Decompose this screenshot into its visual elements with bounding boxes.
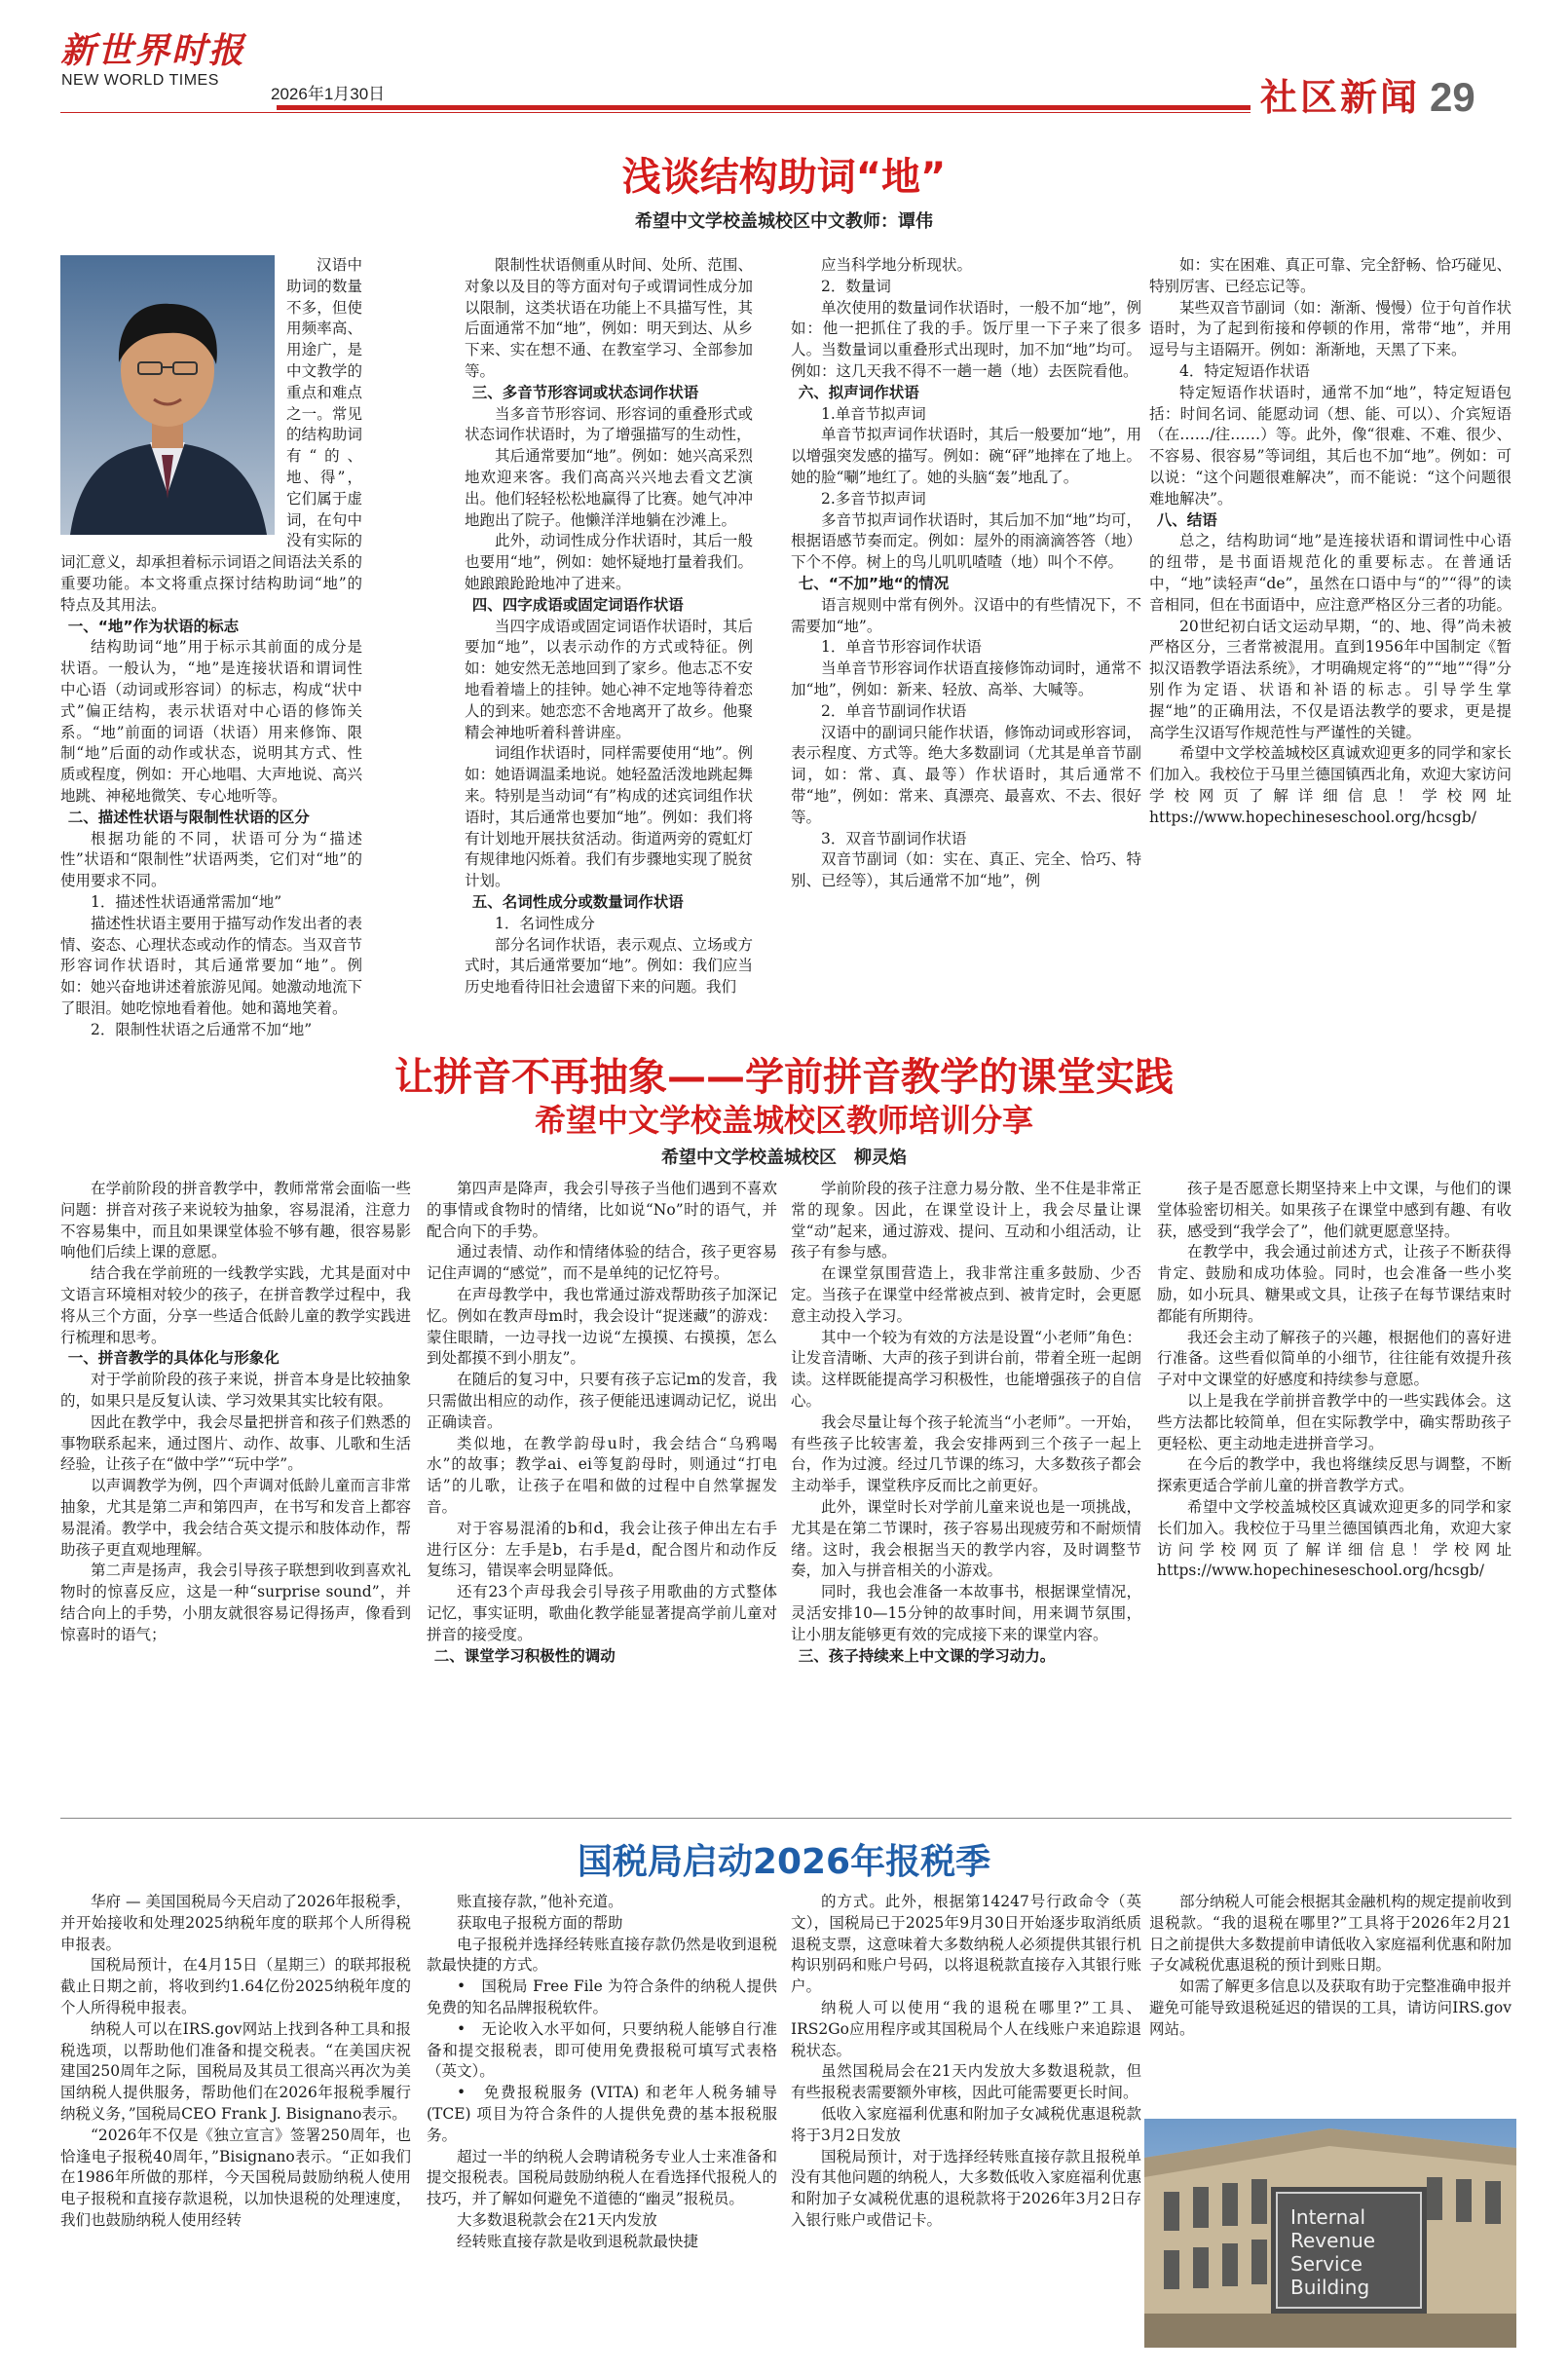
paragraph: 2．数量词 <box>821 277 891 295</box>
article2-column-2 <box>427 1179 777 1812</box>
paragraph: 描述性状语主要用于描写动作发出者的表情、姿态、心理状态或动作的情态。当双音节形容词作状语时，其后通常要加“地”。例如：她兴奋地讲述着旅游见闻。她激动地流下了眼泪。她吃惊地看着他。她和蔼地笑着。 <box>60 914 362 1017</box>
paragraph: 汉语中的副词只能作状语，修饰动词或形容词，表示程度、方式等。绝大多数副词（尤其是单音节副词，如：常、真、最等）作状语时，其后通常不带“地”，例如：常来、真漂亮、最喜欢、不去、很好等。 <box>791 723 1141 826</box>
article3-column-4 <box>1149 1892 1512 2111</box>
sign-line-4: Building <box>1290 2276 1370 2299</box>
paragraph: 我还会主动了解孩子的兴趣，根据他们的喜好进行准备。这些看似简单的小细节，往往能有效提升孩子对中文课堂的好感度和持续参与意愿。 <box>1157 1328 1512 1389</box>
paragraph: 20世纪初白话文运动早期，“的、地、得”尚未被严格区分，三者常被混用。直到1956年中国制定《暂拟汉语教学语法系统》，才明确规定将“的”“地”“得”分别作为定语、状语和补语的标志。引导学生掌握“地”的正确用法，不仅是语法教学的要求，更是提高学生汉语写作规范性与严谨性的关键。 <box>1149 617 1512 741</box>
section-heading: 三、多音节形容词或状态词作状语 <box>471 383 699 401</box>
paragraph: 2．单音节副词作状语 <box>821 701 967 720</box>
paragraph: 获取电子报税方面的帮助 <box>457 1913 623 1932</box>
section-heading: 三、孩子持续来上中文课的学习动力。 <box>798 1646 1056 1665</box>
paragraph: 词组作状语时，同样需要使用“地”。例如：她语调温柔地说。她轻盈活泼地跳起舞来。特别是当动词“有”构成的述宾词组作状语时，其后通常也要加“地”。例如：我们将有计划地开展扶贫活动。街道两旁的霓虹灯有规律地闪烁着。我们有步骤地实现了脱贫计划。 <box>465 744 753 890</box>
paragraph: 多音节拟声词作状语时，其后加不加“地”均可，根据语感节奏而定。例如：屋外的雨滴滴答答（地）下个不停。树上的鸟儿叽叽喳喳（地）叫个不停。 <box>791 510 1141 572</box>
paragraph: 当单音节形容词作状语直接修饰动词时，通常不加“地”，例如：新来、轻放、高举、大喊等。 <box>791 659 1141 698</box>
paragraph: 国税局预计，在4月15日（星期三）的联邦报税截止日期之前，将收到约1.64亿份2025纳税年度的个人所得税申报表。 <box>60 1956 411 2016</box>
paragraph: 对于学前阶段的孩子来说，拼音本身是比较抽象的，如果只是反复认读、学习效果其实比较有限。 <box>60 1371 411 1410</box>
article2-title: 让拼音不再抽象——学前拼音教学的课堂实践 <box>394 1055 1174 1100</box>
paragraph: 其后通常要加“地”。例如：她兴高采烈地欢迎来客。我们高高兴兴地去看文艺演出。他们轻轻松松地赢得了比赛。她气冲冲地跑出了院子。他懒洋洋地躺在沙滩上。 <box>465 447 753 529</box>
header-rule <box>277 105 1251 110</box>
paragraph: 部分纳税人可能会根据其金融机构的规定提前收到退税款。“我的退税在哪里?”工具将于2026年2月21日之前提供大多数提前申请低收入家庭福利优惠和附加子女减税优惠退税的预计到账日期。 <box>1149 1893 1512 1975</box>
article2-column-3 <box>791 1179 1141 1812</box>
paragraph: 总之，结构助词“地”是连接状语和谓词性中心语的纽带，是书面语规范化的重要标志。在普通话中，“地”读轻声“de”，虽然在口语中与“的”“得”的读音相同，但在书面语中，应注意严格区分三者的功能。 <box>1149 532 1512 614</box>
paragraph: 以上是我在学前拼音教学中的一些实践体会。这些方法都比较简单，但在实际教学中，确实帮助孩子更轻松、更主动地走进拼音学习。 <box>1157 1391 1512 1452</box>
paragraph: 语言规则中常有例外。汉语中的有些情况下，不需要加“地”。 <box>791 595 1141 635</box>
paragraph: • 无论收入水平如何，只要纳税人能够自行准备和提交报税表，即可使用免费报税可填写式表格（英文）。 <box>427 2019 777 2081</box>
paragraph: 2．限制性状语之后通常不加“地” <box>91 1020 313 1038</box>
paragraph: 账直接存款，”他补充道。 <box>457 1893 623 1910</box>
paragraph: 根据功能的不同，状语可分为“描述性”状语和“限制性”状语两类，它们对“地”的使用要求不同。 <box>60 829 362 890</box>
newspaper-logo-english: NEW WORLD TIMES <box>61 72 219 89</box>
paragraph: 通过表情、动作和情绪体验的结合，孩子更容易记住声调的“感觉”，而不是单纯的记忆符号。 <box>427 1243 777 1283</box>
paragraph: 单次使用的数量词作状语时，一般不加“地”，例如：他一把抓住了我的手。饭厅里一下子来了很多人。当数量词以重叠形式出现时，加不加“地”均可。例如：这几天我不得不一趟一趟（地）去医院看他。 <box>791 298 1141 380</box>
paragraph: 当四字成语或固定词语作状语时，其后要加“地”，以表示动作的方式或特征。例如：她安然无恙地回到了家乡。他志忑不安地看着墙上的挂钟。她心神不定地等待着恋人的到来。她恋恋不舍地离开了故乡。他聚精会神地听着科普讲座。 <box>465 617 753 741</box>
paragraph: 在学前阶段的拼音教学中，教师常常会面临一些问题：拼音对孩子来说较为抽象，容易混淆，注意力不容易集中，而且如果课堂体验不够有趣，很容易影响他们后续上课的意愿。 <box>60 1180 411 1261</box>
paragraph: 孩子是否愿意长期坚持来上中文课，与他们的课堂体验密切相关。如果孩子在课堂中感到有趣、有收获，感受到“我学会了”，他们就更愿意坚持。 <box>1157 1180 1512 1240</box>
publication-date: 2026年1月30日 <box>271 85 386 103</box>
section-heading: 八、结语 <box>1156 510 1217 529</box>
photo-wrap-spacer <box>60 255 286 536</box>
paragraph: 1．单音节形容词作状语 <box>821 638 982 657</box>
page-number: 29 <box>1430 74 1475 120</box>
paragraph: 的方式。此外，根据第14247号行政命令（英文），国税局已于2025年9月30日开始逐步取消纸质退税支票，这意味着大多数纳税人必须提供其银行机构识别码和账户号码，以将退税款直接存入其银行账户。 <box>791 1893 1141 1996</box>
paragraph: 如需了解更多信息以及获取有助于完整准确申报并避免可能导致退税延迟的错误的工具，请访问IRS.gov网站。 <box>1149 1977 1512 2038</box>
paragraph: “2026年不仅是《独立宣言》签署250周年，也恰逢电子报税40周年，”Bisignano表示。“正如我们在1986年所做的那样，今天国税局鼓励纳税人使用电子报税和直接存款退税，以加快退税的处理速度，我们也鼓励纳税人使用经转 <box>60 2126 411 2229</box>
irs-building-photo <box>1144 2119 1516 2348</box>
paragraph: 我会尽量让每个孩子轮流当“小老师”。一开始，有些孩子比较害羞，我会安排两到三个孩子一起上台，作为过渡。经过几节课的练习，大多数孩子都会主动举手，课堂秩序反而比之前更好。 <box>791 1412 1141 1495</box>
paragraph: 纳税人可以在IRS.gov网站上找到各种工具和报税选项，以帮助他们准备和提交税表。“在美国庆祝建国250周年之际，国税局及其员工很高兴再次为美国纳税人提供服务，帮助他们在2026年报税季履行纳税义务，”国税局CEO Frank J. Bisignano表示。 <box>60 2019 411 2123</box>
section-heading: 一、“地”作为状语的标志 <box>67 617 240 635</box>
section-heading: 六、拟声词作状语 <box>798 383 919 401</box>
paragraph: 3．双音节副词作状语 <box>821 829 967 847</box>
section-heading: 二、描述性状语与限制性状语的区分 <box>67 808 310 826</box>
paragraph: 结合我在学前班的一线教学实践，尤其是面对中文语言环境相对较少的孩子，在拼音教学过程中，我将从三个方面，分享一些适合低龄儿童的教学实践进行梳理和思考。 <box>60 1264 411 1346</box>
paragraph: 经转账直接存款是收到退税款最快捷 <box>457 2232 699 2250</box>
paragraph: 大多数退税款会在21天内发放 <box>457 2210 657 2229</box>
paragraph: 以声调教学为例，四个声调对低龄儿童而言非常抽象，尤其是第二声和第四声，在书写和发音上都容易混淆。教学中，我会结合英文提示和肢体动作，帮助孩子更直观地理解。 <box>60 1477 411 1559</box>
article3-column-1 <box>60 1892 411 2350</box>
paragraph: 虽然国税局会在21天内发放大多数退税款，但有些报税表需要额外审核，因此可能需要更长时间。 <box>791 2062 1141 2102</box>
article2-subtitle: 希望中文学校盖城校区教师培训分享 <box>534 1102 1033 1139</box>
paragraph: • 免费报税服务 (VITA) 和老年人税务辅导 (TCE) 项目为符合条件的人提供免费的基本报税服务。 <box>427 2084 777 2144</box>
paragraph: 华府 — 美国国税局今天启动了2026年报税季，并开始接收和处理2025纳税年度的联邦个人所得税申报表。 <box>60 1893 411 1953</box>
paragraph: 第四声是降声，我会引导孩子当他们遇到不喜欢的事情或食物时的情绪，比如说“No”时的语气，并配合向下的手势。 <box>427 1180 777 1240</box>
paragraph: 其中一个较为有效的方法是设置“小老师”角色：让发音清晰、大声的孩子到讲台前，带着全班一起朗读。这样既能提高学习积极性，也能增强孩子的自信心。 <box>791 1328 1141 1410</box>
paragraph: 低收入家庭福利优惠和附加子女减税优惠退税款将于3月2日发放 <box>791 2104 1141 2144</box>
paragraph: 因此在教学中，我会尽量把拼音和孩子们熟悉的事物联系起来，通过图片、动作、故事、儿歌和生活经验，让孩子在“做中学”“玩中学”。 <box>60 1412 411 1474</box>
paragraph: 如：实在困难、真正可靠、完全舒畅、恰巧碰见、特别厉害、已经忘记等。 <box>1149 256 1512 295</box>
paragraph: 单音节拟声词作状语时，其后一般要加“地”，用以增强突发感的描写。例如：碗“砰”地摔在了地上。她的脸“唰”地红了。她的头脑“轰”地乱了。 <box>791 426 1141 486</box>
paragraph: 1.单音节拟声词 <box>821 404 926 423</box>
article1-title: 浅谈结构助词“地” <box>621 155 947 200</box>
paragraph: 某些双音节副词（如：渐渐、慢慢）位于句首作状语时，为了起到衔接和停顿的作用，常带“地”，并用逗号与主语隔开。例如：渐渐地，天黑了下来。 <box>1149 298 1512 359</box>
section-heading: 一、拼音教学的具体化与形象化 <box>67 1349 280 1368</box>
newspaper-logo: 新世界时报 <box>60 30 246 71</box>
paragraph: 国税局预计，对于选择经转账直接存款且报税单没有其他问题的纳税人，大多数低收入家庭福利优惠和附加子女减税优惠的退税款将于2026年3月2日存入银行账户或借记卡。 <box>791 2147 1141 2229</box>
article2-column-4 <box>1157 1179 1512 1812</box>
paragraph: 学前阶段的孩子注意力易分散、坐不住是非常正常的现象。因此，在课堂设计上，我会尽量让课堂“动”起来，通过游戏、提问、互动和小组活动，让孩子有参与感。 <box>791 1180 1141 1261</box>
paragraph: 此外，课堂时长对学前儿童来说也是一项挑战，尤其是在第二节课时，孩子容易出现疲劳和不耐烦情绪。这时，我会根据当天的教学内容，及时调整节奏，加入与拼音相关的小游戏。 <box>791 1497 1141 1580</box>
paragraph: 希望中文学校盖城校区真诚欢迎更多的同学和家长们加入。我校位于马里兰德国镇西北角，欢迎大家访问学校网页了解详细信息！学校网址 https://www.hopechineseschool.org/hcsgb/ <box>1149 744 1512 826</box>
article3-title: 国税局启动2026年报税季 <box>577 1842 991 1882</box>
section-heading: 四、四字成语或固定词语作状语 <box>471 595 684 614</box>
header-thin-rule <box>60 112 1251 113</box>
paragraph: 1．描述性状语通常需加“地” <box>91 892 282 911</box>
section-heading: 七、“不加”地“的情况 <box>798 574 950 592</box>
paragraph: 在课堂氛围营造上，我非常注重多鼓励、少否定。当孩子在课堂中经常被点到、被肯定时，会更愿意主动投入学习。 <box>791 1264 1141 1325</box>
section-heading: 二、课堂学习积极性的调动 <box>433 1646 616 1665</box>
paragraph: 在教学中，我会通过前述方式，让孩子不断获得肯定、鼓励和成功体验。同时，也会准备一些小奖励，如小玩具、糖果或文具，让孩子在每节课结束时都能有所期待。 <box>1157 1243 1512 1325</box>
paragraph: 纳税人可以使用“我的退税在哪里?”工具、IRS2Go应用程序或其国税局个人在线账户来追踪退税状态。 <box>791 1998 1141 2059</box>
paragraph: 4．特定短语作状语 <box>1179 361 1310 380</box>
paragraph: 特定短语作状语时，通常不加“地”，特定短语包括：时间名词、能愿动词（想、能、可以）、介宾短语（在……/往……）等。此外，像“很难、不难、很少、不容易、很容易”等词组，其后也不加“地”。例如：可以说：“这个问题很难解决”，而不能说：“这个问题很难地解决”。 <box>1149 383 1512 508</box>
paragraph: 超过一半的纳税人会聘请税务专业人士来准备和提交报税表。国税局鼓励纳税人在看选择代报税人的技巧，并了解如何避免不道德的“幽灵”报税员。 <box>427 2147 777 2208</box>
article2-byline: 希望中文学校盖城校区 柳灵焰 <box>661 1148 907 1168</box>
paragraph: • 国税局 Free File 为符合条件的纳税人提供免费的知名品牌报税软件。 <box>427 1977 777 2016</box>
section-title: 社区新闻 <box>1260 76 1421 119</box>
paragraph: 1．名词性成分 <box>495 914 595 932</box>
paragraph: 在声母教学中，我也常通过游戏帮助孩子加深记忆。例如在教声母m时，我会设计“捉迷藏”的游戏：蒙住眼睛，一边寻找一边说“左摸摸、右摸摸，怎么到处都摸不到小朋友”。 <box>427 1285 777 1368</box>
paragraph: 应当科学地分析现状。 <box>821 256 973 274</box>
paragraph: 希望中文学校盖城校区真诚欢迎更多的同学和家长们加入。我校位于马里兰德国镇西北角，欢迎大家访问学校网页了解详细信息！学校网址 https://www.hopechineseschool.org/hcsgb/ <box>1157 1497 1512 1580</box>
sign-line-3: Service <box>1290 2252 1363 2276</box>
sign-line-1: Internal <box>1290 2205 1366 2229</box>
paragraph: 结构助词“地”用于标示其前面的成分是状语。一般认为，“地”是连接状语和谓词性中心语（动词或形容词）的标志，构成“状中式”偏正结构，表示状语对中心语的修饰关系。“地”前面的词语（状语）用来修饰、限制“地”后面的动作或状态，说明其方式、性质或程度，例如：开心地唱、大声地说、高兴地跳、神秘地微笑、专心地听等。 <box>60 638 362 805</box>
section-heading: 五、名词性成分或数量词作状语 <box>471 892 684 911</box>
article3-column-3 <box>791 1892 1141 2350</box>
paragraph: 汉语中助词的数量不多，但使用频率高、用途广，是中文教学的重点和难点之一。常见的结构助词有“的、地、得”，它们属于虚词，在句中没有实际的词汇意义，却承担着标示词语之间语法关系的重要功能。本文将重点探讨结构助词“地”的特点及其用法。 <box>60 256 362 614</box>
paragraph: 类似地，在教学韵母u时，我会结合“乌鸦喝水”的故事；教学ai、ei等复韵母时，则通过“打电话”的儿歌，让孩子在唱和做的过程中自然掌握发音。 <box>427 1434 777 1516</box>
paragraph: 在随后的复习中，只要有孩子忘记m的发音，我只需做出相应的动作，孩子便能迅速调动记忆，说出正确读音。 <box>427 1371 777 1431</box>
paragraph: 限制性状语侧重从时间、处所、范围、对象以及目的等方面对句子或谓词性成分加以限制，这类状语在功能上不具描写性，其后面通常不加“地”，例如：明天到达、从乡下来、实在想不通、在教室学习、全部参加等。 <box>465 256 753 380</box>
paragraph: 第二声是扬声，我会引导孩子联想到收到喜欢礼物时的惊喜反应，这是一种“surprise sound”，并结合向上的手势，小朋友就很容易记得扬声，像看到惊喜时的语气； <box>60 1562 411 1643</box>
paragraph: 同时，我也会准备一本故事书，根据课堂情况，灵活安排10—15分钟的故事时间，用来调节氛围，让小朋友能够更有效的完成接下来的课堂内容。 <box>791 1583 1141 1643</box>
section-divider <box>60 1818 1512 1819</box>
article2-column-1 <box>60 1179 411 1812</box>
paragraph: 电子报税并选择经转账直接存款仍然是收到退税款最快捷的方式。 <box>427 1935 777 1975</box>
sign-line-2: Revenue <box>1290 2229 1376 2252</box>
paragraph: 双音节副词（如：实在、真正、完全、恰巧、特别、已经等），其后通常不加“地”，例 <box>791 850 1141 890</box>
paragraph: 2.多音节拟声词 <box>821 489 926 508</box>
paragraph: 当多音节形容词、形容词的重叠形式或状态词作状语时，为了增强描写的生动性， <box>465 404 753 444</box>
article1-byline: 希望中文学校盖城校区中文教师：谭伟 <box>635 211 933 232</box>
paragraph: 对于容易混淆的b和d，我会让孩子伸出左右手进行区分：左手是b，右手是d，配合图片和动作反复练习，错误率会明显降低。 <box>427 1519 777 1580</box>
paragraph: 在今后的教学中，我也将继续反思与调整，不断探索更适合学前儿童的拼音教学方式。 <box>1157 1455 1512 1495</box>
paragraph: 此外，动词性成分作状语时，其后一般也要用“地”，例如：她怀疑地打量着我们。她踉踉跄跄地冲了进来。 <box>465 532 753 592</box>
article3-column-2 <box>427 1892 777 2350</box>
paragraph: 部分名词作状语，表示观点、立场或方式时，其后通常要加“地”。例如：我们应当历史地看待旧社会遗留下来的问题。我们 <box>465 935 753 997</box>
paragraph: 还有23个声母我会引导孩子用歌曲的方式整体记忆，事实证明，歌曲化教学能显著提高学前儿童对拼音的接受度。 <box>427 1583 777 1643</box>
